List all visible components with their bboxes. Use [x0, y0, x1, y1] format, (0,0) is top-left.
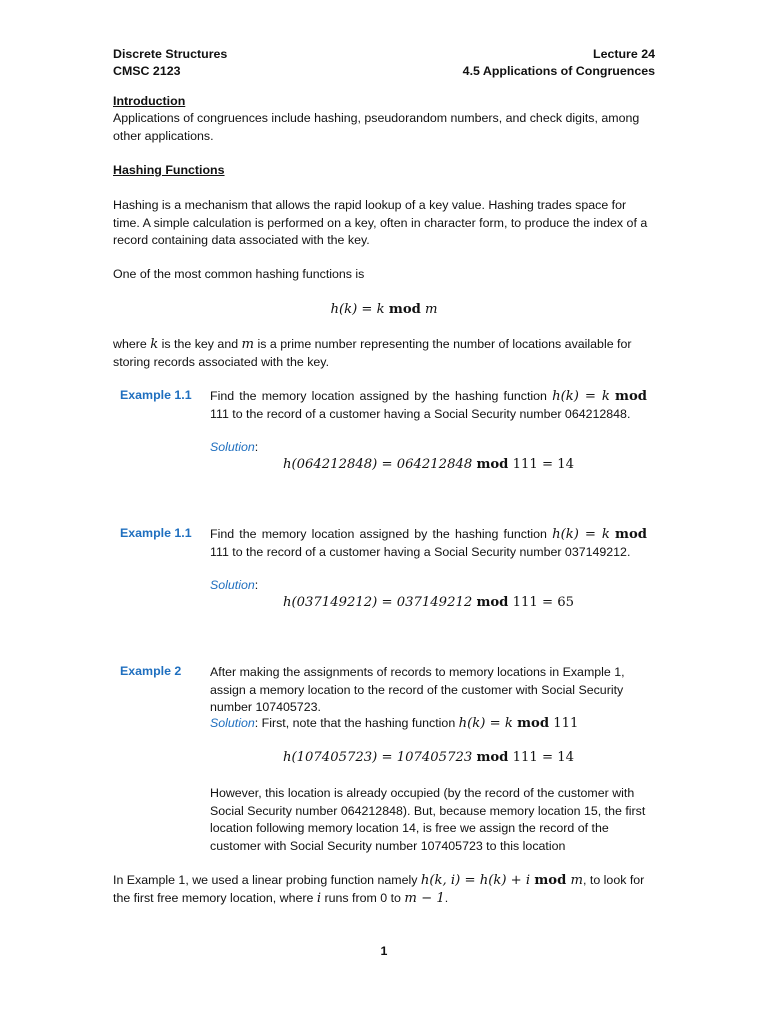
closing-i: i	[316, 890, 322, 906]
eq-mod: mod	[476, 457, 509, 472]
hash-formula	[113, 302, 655, 317]
solution-num: 111	[549, 716, 579, 731]
eq-mod: mod	[476, 750, 509, 765]
eq-lhs: h(037149212) = 037149212	[283, 595, 477, 610]
example2-solution-line	[210, 716, 647, 731]
eq-rhs: 111 = 65	[508, 595, 574, 610]
formula-mod: mod	[388, 302, 421, 317]
section-title: 4.5 Applications of Congruences	[462, 64, 655, 78]
eq-lhs: h(107405723) = 107405723	[283, 750, 477, 765]
closing-end: m − 1	[404, 890, 445, 906]
eq-mod: mod	[476, 595, 509, 610]
where-paragraph	[113, 336, 655, 371]
closing-text-a: In Example 1, we used a linear probing function namely	[113, 873, 421, 887]
hashing-heading: Hashing Functions	[113, 163, 225, 177]
example-text	[210, 526, 647, 561]
where-m: m	[241, 337, 255, 352]
lecture-number: Lecture 24	[593, 47, 655, 61]
closing-mod: mod	[534, 873, 567, 888]
closing-m: m	[566, 873, 584, 888]
example-fn: h(k) = k	[552, 389, 610, 404]
example2-equation	[210, 750, 647, 765]
example-mod: mod	[615, 389, 647, 404]
eq-lhs: h(064212848) = 064212848	[283, 457, 477, 472]
solution-colon: :	[254, 440, 259, 454]
example2-label: Example 2	[120, 664, 182, 678]
example-text-a: Find the memory location assigned by the hashing function	[210, 527, 553, 541]
solution-label: Solution	[210, 440, 255, 454]
example-text-b: 111 to the record of a customer having a Social Security number 064212848.	[210, 406, 631, 421]
solution-colon: :	[254, 578, 259, 592]
where-k: k	[150, 337, 159, 352]
hashing-paragraph: Hashing is a mechanism that allows the rapid lookup of a key value. Hashing trades space for time. A simple calculation is performed on a key, often in character form, to produce the index of a record containing data associated with the key.	[113, 198, 648, 248]
example-equation	[210, 457, 647, 472]
course-code: CMSC 2123	[113, 64, 181, 78]
example2-followup: However, this location is already occupied (by the record of the customer with Social Security number 064212848). But, because memory location 15, the first location following memory location 14, is free we assign the record of the customer with Social Security number 107405723 to this location	[210, 786, 646, 853]
example2-text: After making the assignments of records to memory locations in Example 1, assign a memory location to the record of the customer with Social Security number 107405723.	[210, 665, 625, 715]
intro-heading: Introduction	[113, 94, 186, 108]
eq-rhs: 111 = 14	[508, 457, 574, 472]
example-label: Example 1.1	[120, 388, 192, 402]
solution-mod: mod	[517, 716, 550, 731]
page-number: 1	[380, 944, 388, 958]
example-mod: mod	[615, 527, 647, 542]
where-text-a: where	[113, 337, 151, 351]
course-title: Discrete Structures	[113, 47, 228, 61]
solution-fn: h(k) = k	[458, 716, 518, 731]
closing-fn: h(k, i) = h(k) + i	[420, 873, 535, 888]
solution-text: : First, note that the hashing function	[254, 716, 459, 730]
closing-text-c: runs from 0 to	[321, 890, 405, 905]
hashing-intro-line: One of the most common hashing functions is	[113, 267, 365, 281]
closing-text-d: .	[444, 890, 449, 905]
example-fn: h(k) = k	[552, 527, 610, 542]
formula-lhs: h(k) = k	[330, 302, 389, 317]
solution-line	[210, 578, 258, 592]
solution-label: Solution	[210, 578, 255, 592]
example-label: Example 1.1	[120, 526, 192, 540]
example-equation	[210, 595, 647, 610]
example-text-a: Find the memory location assigned by the hashing function	[210, 389, 553, 403]
solution-label: Solution	[210, 716, 255, 730]
closing-paragraph	[113, 872, 655, 907]
eq-rhs: 111 = 14	[508, 750, 574, 765]
intro-text: Applications of congruences include hashing, pseudorandom numbers, and check digits, among other applications.	[113, 111, 640, 143]
solution-line	[210, 440, 258, 454]
example-text	[210, 388, 647, 423]
where-text-b: is the key and	[158, 337, 242, 351]
example-text-b: 111 to the record of a customer having a Social Security number 037149212.	[210, 544, 631, 559]
where-text-c: is a prime number representing the number of locations available for storing records associated with the key.	[113, 337, 632, 369]
closing-text-b: , to look for the first free memory location, where	[113, 873, 645, 905]
formula-rhs: m	[420, 302, 438, 317]
